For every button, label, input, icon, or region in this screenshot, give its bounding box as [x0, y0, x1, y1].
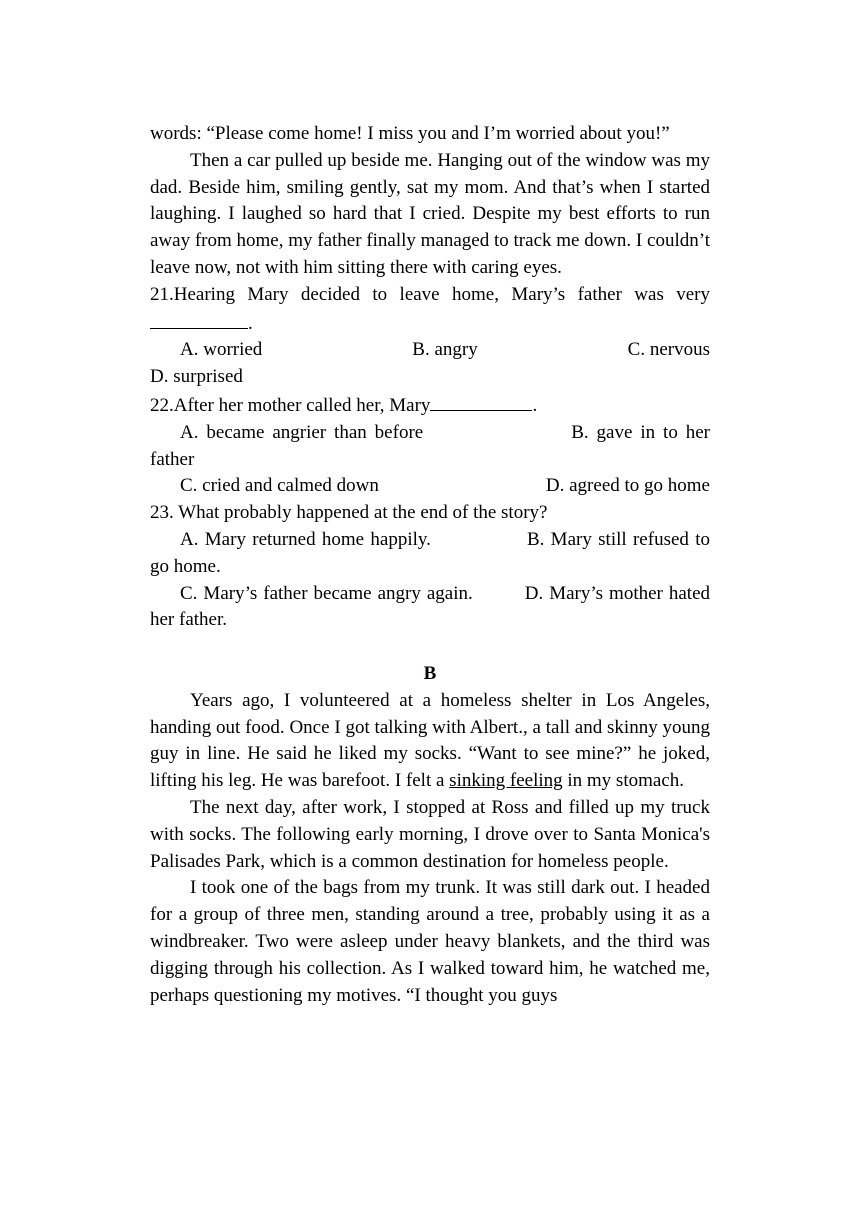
- option-b: B. gave in to her father: [150, 421, 710, 470]
- passage-a-last-line: words: “Please come home! I miss you and I’m worried about you!”: [150, 123, 670, 144]
- question-21-options: [150, 337, 710, 364]
- option-d: D. agreed to go home: [545, 475, 710, 497]
- option-a: A. worried: [180, 339, 263, 361]
- option-c: C. cried and calmed down: [180, 475, 379, 497]
- option-c: C. nervous: [627, 339, 710, 361]
- answer-blank: [430, 391, 532, 411]
- section-gap: [150, 634, 710, 661]
- question-22-options-ab: [150, 420, 710, 474]
- question-23-options-ab: [150, 527, 710, 581]
- underlined-phrase: sinking feeling: [449, 770, 563, 792]
- question-22-options-cd: [150, 473, 710, 500]
- option-a: A. became angrier than before: [180, 421, 424, 443]
- option-b: B. angry: [412, 339, 478, 361]
- document-page: [150, 121, 710, 1009]
- option-d: D. Mary’s mother hated her father.: [150, 582, 711, 631]
- answer-blank: [150, 309, 248, 329]
- passage-b-paragraph-3: I took one of the bags from my trunk. It was still dark out. I headed for a group of three men, standing around a tree, probably using it as a windbreaker. Two were asleep under heavy blankets, and the third was digging through his collection. As I walked toward him, he watched me, perhaps questioning my motives. “I thought you guys: [150, 877, 710, 1006]
- question-23: 23. What probably happened at the end of the story?: [150, 502, 548, 524]
- question-21-stem: 21.Hearing Mary decided to leave home, Mary’s father was very: [150, 283, 710, 305]
- question-22-stem: 22.After her mother called her, Mary: [150, 394, 431, 416]
- question-21: 21.Hearing Mary decided to leave home, Mary’s father was very.: [150, 283, 710, 334]
- option-d: D. surprised: [150, 366, 243, 388]
- question-22: 22.After her mother called her, Mary .: [150, 391, 710, 420]
- option-c: C. Mary’s father became angry again.: [180, 582, 473, 604]
- option-a: A. Mary returned home happily.: [180, 528, 431, 550]
- section-title: B: [423, 662, 437, 684]
- passage-a-paragraph: Then a car pulled up beside me. Hanging out of the window was my dad. Beside him, smiling gently, sat my mom. And that’s when I started laughing. I laughed so hard that I cried. Despite my best efforts to run away from home, my father finally managed to track me down. I couldn’t leave now, not with him sitting there with caring eyes.: [150, 149, 710, 278]
- question-23-options-cd: [150, 581, 710, 635]
- passage-b-paragraph-1: Years ago, I volunteered at a homeless shelter in Los Angeles, handing out food. Once I got talking with Albert., a tall and skinny young guy in line. He said he liked my socks. “Want to see mine?” he joked, lifting his leg. He was barefoot. I felt a sinking feeling in my stomach.: [150, 689, 710, 792]
- passage-b-paragraph-2: The next day, after work, I stopped at Ross and filled up my truck with socks. The following early morning, I drove over to Santa Monica's Palisades Park, which is a common destination for homeless people.: [150, 796, 710, 872]
- option-b: B. Mary still refused to go home.: [150, 528, 710, 577]
